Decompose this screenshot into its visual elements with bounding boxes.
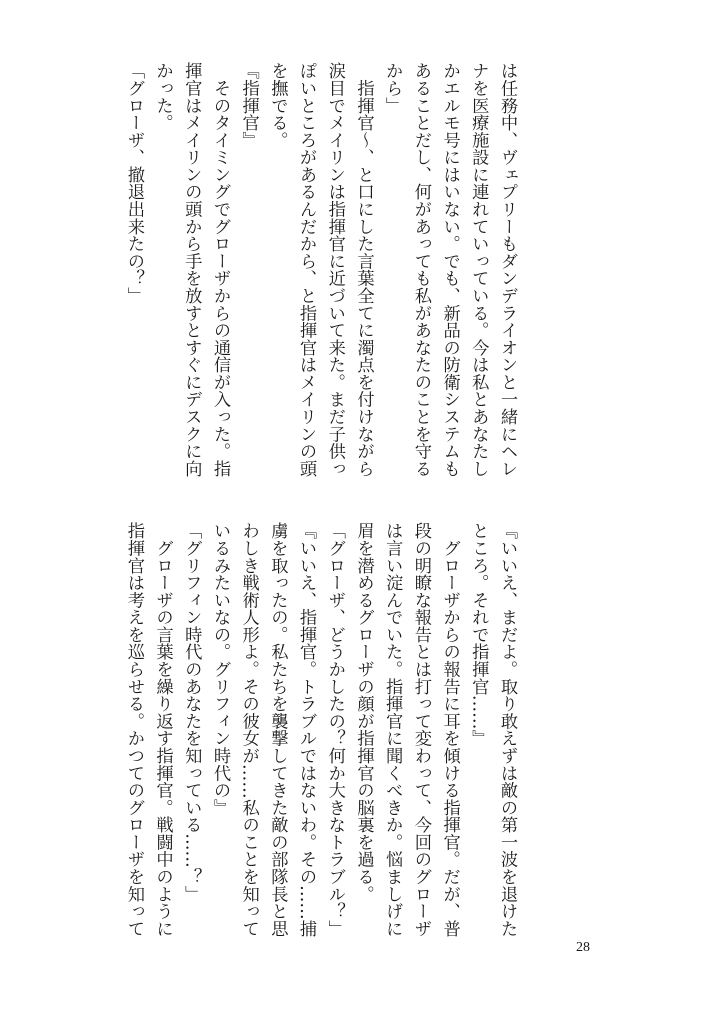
text-line: 「グリフィン時代のあなたを知っている……？」	[181, 522, 202, 903]
text-line: から」	[382, 62, 403, 114]
text-line: わしき戦術人形よ。その彼女が……私のことを知って	[238, 522, 259, 937]
text-line: 『いいえ、指揮官。トラブルではないわ。その……捕	[296, 522, 317, 937]
text-line: 涙目でメイリンは指揮官に近づいて来た。まだ子供っ	[324, 62, 345, 477]
text-line: 眉を潜めるグローザの顔が指揮官の脳裏を過る。	[353, 522, 374, 903]
text-line: 『指揮官』	[238, 62, 259, 149]
text-line: 虜を取ったの。私たちを襲撃してきた敵の部隊長と思	[267, 522, 288, 937]
text-line: グローザの言葉を繰り返す指揮官。戦闘中のように	[152, 522, 173, 937]
text-line: は任務中、ヴェプリーもダンデライオンと一緒にヘレ	[497, 62, 517, 477]
text-line: 段の明瞭な報告とは打って変わって、今回のグローザ	[410, 522, 431, 937]
text-line: は言い淀んでいた。指揮官に聞くべきか。悩ましげに	[382, 522, 403, 937]
text-line: を撫でる。	[267, 62, 288, 149]
text-line: 「グローザ、どうかしたの？何か大きなトラブル？」	[324, 522, 345, 937]
text-line: 指揮官〜、と口にした言葉全てに濁点を付けながら	[353, 62, 374, 477]
text-line: ぽいところがあるんだから、と指揮官はメイリンの頭	[296, 62, 317, 477]
text-line: 揮官はメイリンの頭から手を放すとすぐにデスクに向	[181, 62, 202, 477]
text-line: グローザからの報告に耳を傾ける指揮官。だが、普	[439, 522, 460, 937]
page-number: 28	[576, 940, 590, 955]
text-line: 「グローザ、撤退出来たの？」	[123, 62, 144, 305]
text-line: かった。	[152, 62, 173, 132]
text-line: いるみたいなの。グリフィン時代の』	[209, 522, 230, 816]
text-line: あることだし、何があっても私があなたのことを守る	[410, 62, 431, 477]
text-line: かエルモ号にはいない。でも、新品の防衛システムも	[439, 62, 460, 477]
text-line: そのタイミングでグローザからの通信が入った。指	[209, 62, 230, 477]
text-line: ナを医療施設に連れていっている。今は私とあなたし	[468, 62, 489, 477]
text-line: 『いいえ、まだよ。取り敢えずは敵の第一波を退けた	[497, 522, 517, 937]
upper-text-section	[119, 62, 521, 478]
lower-text-section	[119, 522, 521, 938]
text-line: ところ。それで指揮官……』	[468, 522, 489, 747]
text-line: 指揮官は考えを巡らせる。かつてのグローザを知って	[123, 522, 144, 937]
